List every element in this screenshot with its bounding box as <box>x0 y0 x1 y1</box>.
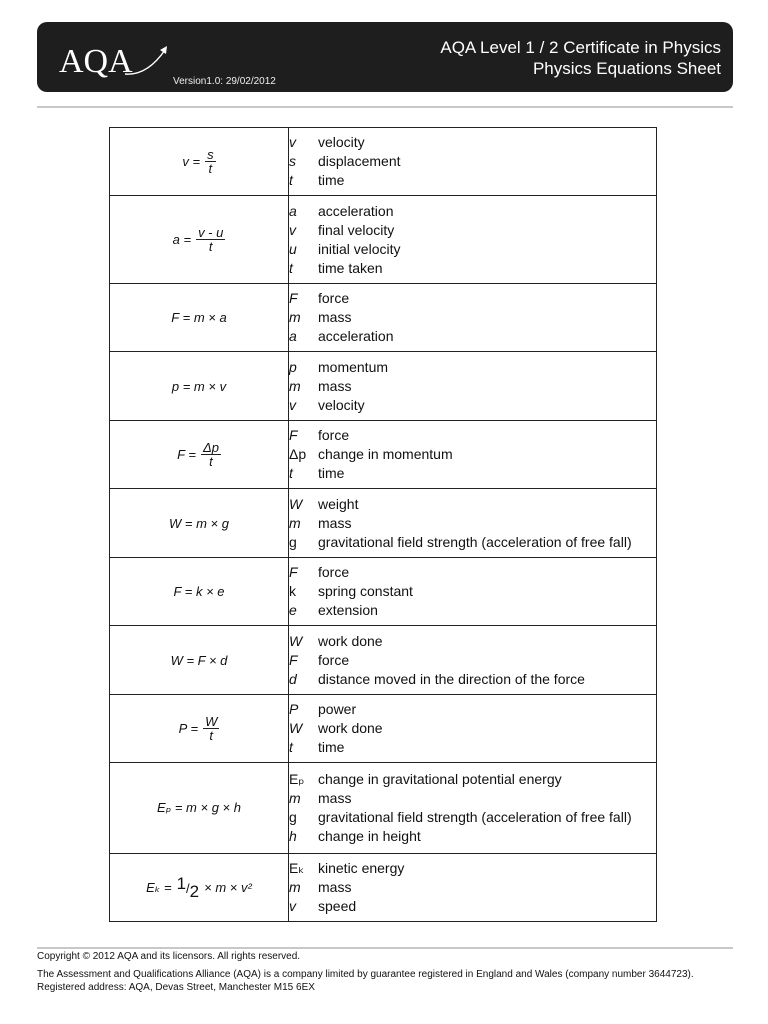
formula-lhs: P = <box>178 721 199 736</box>
definition-line <box>289 770 656 789</box>
variable-meaning: momentum <box>318 358 389 375</box>
variable-meaning: work done <box>318 632 383 649</box>
definition-line <box>289 789 656 808</box>
footer-divider <box>37 947 733 949</box>
formula-cell <box>110 626 289 695</box>
variable-symbol: v <box>289 134 296 150</box>
version-label: Version1.0: 29/02/2012 <box>173 76 276 87</box>
variable-meaning: final velocity <box>318 221 395 238</box>
half-denominator: 2 <box>189 881 200 901</box>
formula-lhs: a = <box>172 232 192 247</box>
definition-line <box>289 738 656 757</box>
definition-line <box>289 327 656 346</box>
variable-symbol: W <box>289 720 303 736</box>
variable-symbol: v <box>289 221 296 238</box>
formula-text: F = k × e <box>173 584 225 599</box>
title-line-2: Physics Equations Sheet <box>532 59 721 78</box>
variable-meaning: time taken <box>318 259 383 276</box>
variable-meaning: acceleration <box>318 328 394 344</box>
company-footnote: The Assessment and Qualifications Alliance (AQA) is a company limited by guarantee registered in England and Wales (company number 3644723). Registered address: AQA, Devas Street, Manchester M15 6EX <box>37 969 694 993</box>
variable-symbol: v <box>289 396 296 413</box>
variable-symbol: v <box>289 898 296 914</box>
formula <box>179 715 220 742</box>
formula-lhs: v = <box>182 154 201 169</box>
definition-line <box>289 878 656 897</box>
variable-meaning: initial velocity <box>318 240 401 257</box>
variable-symbol: W <box>289 632 303 649</box>
definitions-cell <box>289 352 657 421</box>
fraction-denominator: t <box>209 454 213 469</box>
fraction <box>201 441 221 468</box>
definition-line <box>289 240 656 259</box>
header-banner <box>37 22 733 92</box>
variable-meaning: mass <box>318 514 352 531</box>
variable-symbol: t <box>289 259 293 276</box>
variable-meaning: force <box>318 651 350 668</box>
definition-line <box>289 426 656 445</box>
definitions-cell <box>289 854 657 922</box>
formula-cell <box>110 854 289 922</box>
fraction <box>205 148 216 175</box>
equation-row <box>110 196 657 284</box>
formula <box>173 584 224 599</box>
definitions-cell <box>289 284 657 352</box>
variable-meaning: time <box>318 465 345 481</box>
variable-meaning: gravitational field strength (acceleration of free fall) <box>318 533 632 550</box>
equation-row <box>110 284 657 352</box>
fraction-numerator: v - u <box>198 225 224 240</box>
variable-symbol: s <box>289 153 296 169</box>
variable-meaning: change in height <box>318 828 421 844</box>
definition-line <box>289 396 656 415</box>
formula <box>169 516 229 531</box>
formula <box>173 226 226 253</box>
variable-symbol: h <box>289 828 297 844</box>
formula-text: Eₚ = m × g × h <box>157 800 241 815</box>
formula-cell <box>110 489 289 558</box>
definition-line <box>289 897 656 916</box>
definitions-cell <box>289 128 657 196</box>
equation-row <box>110 763 657 854</box>
equation-row <box>110 128 657 196</box>
equation-row <box>110 695 657 763</box>
definition-line <box>289 377 656 396</box>
fraction <box>203 715 219 742</box>
variable-symbol: P <box>289 701 299 717</box>
half-numerator: 1 <box>176 873 187 893</box>
formula-cell <box>110 558 289 626</box>
variable-meaning: force <box>318 290 350 306</box>
definition-line <box>289 700 656 719</box>
variable-meaning: velocity <box>318 134 365 150</box>
variable-meaning: gravitational field strength (acceleration of free fall) <box>318 809 632 825</box>
copyright-text: Copyright © 2012 AQA and its licensors. All rights reserved. <box>37 951 301 962</box>
variable-meaning: power <box>318 701 357 717</box>
variable-symbol: u <box>289 240 297 257</box>
variable-symbol: m <box>289 377 301 394</box>
definitions-cell <box>289 196 657 284</box>
variable-meaning: mass <box>318 309 352 325</box>
definition-line <box>289 670 656 689</box>
formula-cell <box>110 352 289 421</box>
variable-symbol: a <box>289 202 297 219</box>
variable-symbol: F <box>289 427 298 443</box>
formula-cell <box>110 421 289 489</box>
definition-line <box>289 514 656 533</box>
definition-line <box>289 651 656 670</box>
definition-line <box>289 859 656 878</box>
definition-line <box>289 152 656 171</box>
variable-symbol: t <box>289 739 293 755</box>
variable-symbol: a <box>289 328 297 344</box>
variable-symbol: Eₖ <box>289 860 305 876</box>
formula <box>182 148 215 175</box>
variable-symbol: e <box>289 602 297 618</box>
variable-meaning: spring constant <box>318 583 413 599</box>
equation-row <box>110 854 657 922</box>
variable-meaning: displacement <box>318 153 401 169</box>
formula <box>171 653 228 668</box>
variable-symbol: g <box>289 533 297 550</box>
variable-symbol: k <box>289 583 296 599</box>
definition-line <box>289 495 656 514</box>
fraction <box>196 226 225 253</box>
variable-meaning: mass <box>318 377 352 394</box>
variable-symbol: m <box>289 309 301 325</box>
variable-symbol: t <box>289 172 293 188</box>
variable-meaning: mass <box>318 790 352 806</box>
title-line-1: AQA Level 1 / 2 Certificate in Physics <box>440 38 721 57</box>
definitions-cell <box>289 421 657 489</box>
definition-line <box>289 533 656 552</box>
header-divider <box>37 106 733 108</box>
formula-cell <box>110 763 289 854</box>
formula <box>171 310 226 325</box>
variable-symbol: W <box>289 495 303 512</box>
definitions-cell <box>289 626 657 695</box>
variable-meaning: distance moved in the direction of the force <box>318 670 585 687</box>
formula-rest: × m × v² <box>204 880 252 895</box>
definition-line <box>289 202 656 221</box>
variable-meaning: speed <box>318 898 357 914</box>
variable-symbol: d <box>289 670 297 687</box>
definitions-cell <box>289 489 657 558</box>
formula-text: F = m × a <box>171 310 227 325</box>
definition-line <box>289 464 656 483</box>
formula-cell <box>110 284 289 352</box>
variable-meaning: change in gravitational potential energy <box>318 771 562 787</box>
variable-symbol: p <box>289 358 297 375</box>
variable-meaning: change in momentum <box>318 446 453 462</box>
formula-text: W = F × d <box>170 652 228 668</box>
variable-symbol: m <box>289 790 301 806</box>
fraction-numerator: Δp <box>202 440 219 455</box>
equation-row <box>110 421 657 489</box>
variable-symbol: F <box>289 290 298 306</box>
definition-line <box>289 827 656 846</box>
formula <box>172 379 226 394</box>
formula-cell <box>110 196 289 284</box>
definition-line <box>289 133 656 152</box>
formula-cell <box>110 128 289 196</box>
variable-symbol: Δp <box>289 446 307 462</box>
variable-meaning: time <box>318 172 345 188</box>
equation-row <box>110 558 657 626</box>
half-fraction: 1/2 <box>176 873 200 901</box>
formula <box>157 800 241 816</box>
fraction-denominator: t <box>208 161 213 176</box>
definition-line <box>289 221 656 240</box>
equation-row <box>110 626 657 695</box>
variable-symbol: g <box>289 809 297 825</box>
variable-symbol: F <box>289 651 298 668</box>
definition-line <box>289 563 656 582</box>
formula-text: W = m × g <box>169 515 229 531</box>
definition-line <box>289 632 656 651</box>
definition-line <box>289 289 656 308</box>
variable-symbol: t <box>289 465 293 481</box>
variable-symbol: Eₚ <box>289 771 305 787</box>
variable-meaning: work done <box>318 720 383 736</box>
formula-cell <box>110 695 289 763</box>
variable-meaning: velocity <box>318 396 365 413</box>
fraction-numerator: W <box>205 714 218 729</box>
variable-symbol: m <box>289 879 301 895</box>
variable-meaning: kinetic energy <box>318 860 405 876</box>
equation-row <box>110 352 657 421</box>
definition-line <box>289 808 656 827</box>
definitions-cell <box>289 695 657 763</box>
definition-line <box>289 719 656 738</box>
formula <box>177 441 221 468</box>
svg-text:AQA: AQA <box>59 43 133 80</box>
fraction-denominator: t <box>209 728 214 743</box>
variable-meaning: mass <box>318 879 352 895</box>
definition-line <box>289 358 656 377</box>
variable-meaning: acceleration <box>318 202 394 219</box>
definition-line <box>289 259 656 278</box>
fraction-denominator: t <box>208 239 213 254</box>
variable-symbol: m <box>289 514 301 531</box>
formula-text: p = m × v <box>171 378 227 394</box>
variable-meaning: extension <box>318 602 378 618</box>
variable-meaning: time <box>318 739 345 755</box>
definition-line <box>289 308 656 327</box>
definitions-cell <box>289 763 657 854</box>
equations-table <box>109 127 657 922</box>
page-title <box>440 37 721 79</box>
variable-symbol: F <box>289 564 298 580</box>
variable-meaning: force <box>318 427 350 443</box>
variable-meaning: force <box>318 564 350 580</box>
fraction-numerator: s <box>207 147 214 162</box>
definition-line <box>289 601 656 620</box>
definition-line <box>289 445 656 464</box>
formula-lhs: F = <box>177 447 196 462</box>
equation-row <box>110 489 657 558</box>
variable-meaning: weight <box>318 495 359 512</box>
formula <box>146 873 252 901</box>
formula-lhs: Eₖ = <box>146 879 172 895</box>
definition-line <box>289 582 656 601</box>
definition-line <box>289 171 656 190</box>
definitions-cell <box>289 558 657 626</box>
